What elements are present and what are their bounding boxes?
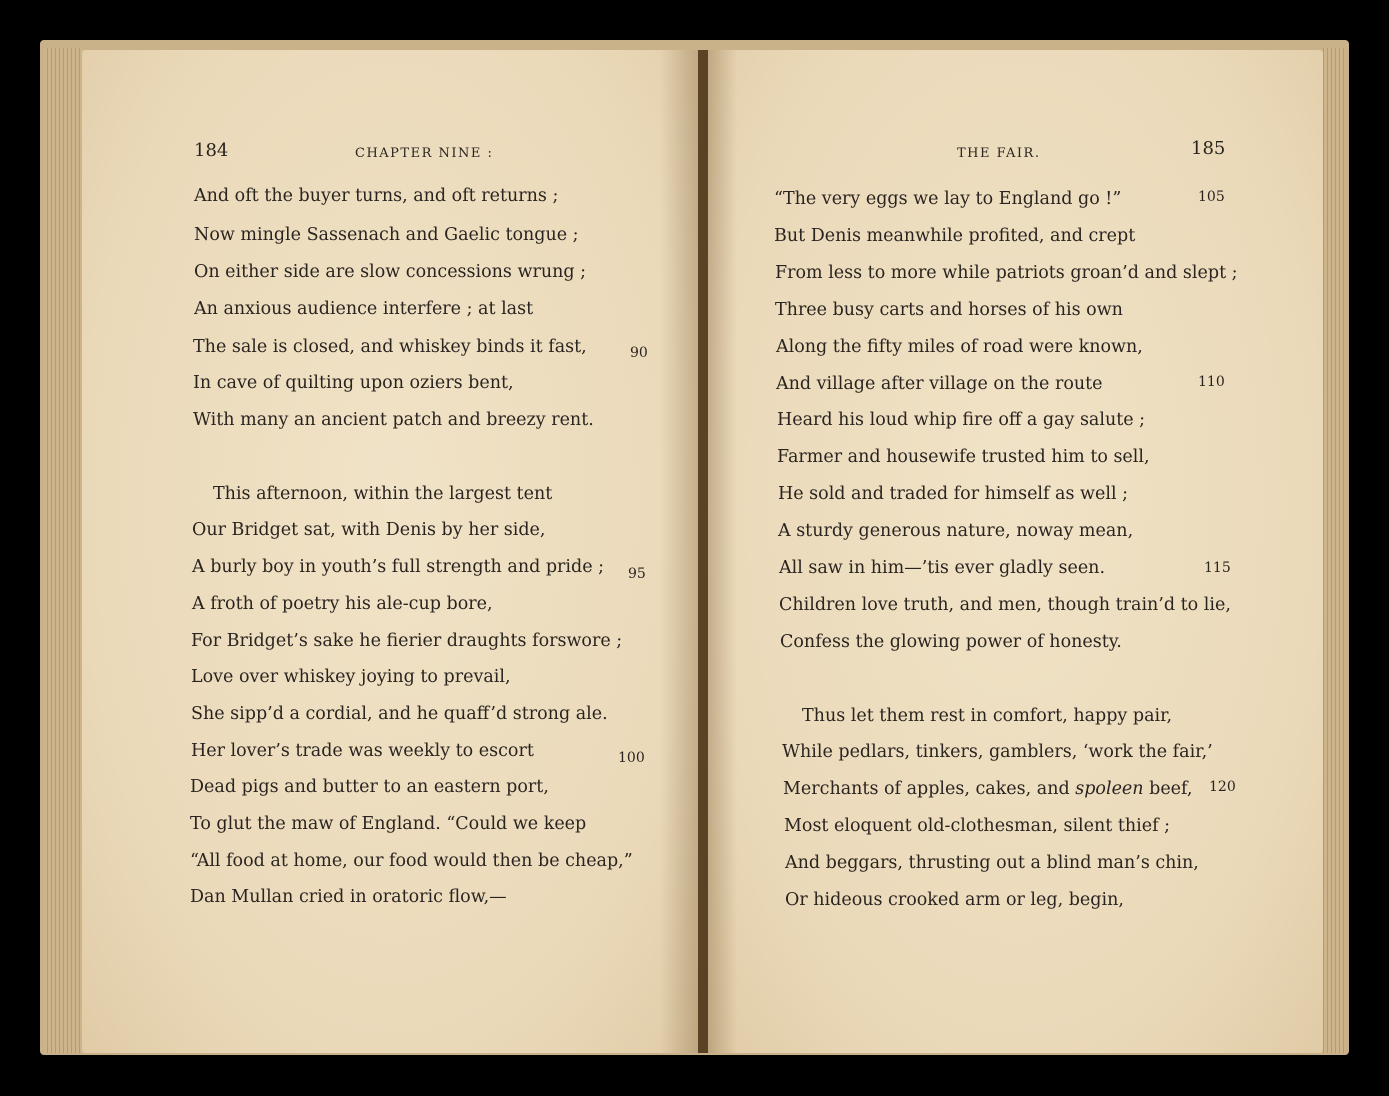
verse-line: And oft the buyer turns, and oft returns ; (194, 186, 559, 206)
verse-line: “The very eggs we lay to England go !” (774, 189, 1122, 209)
verse-line: Her lover’s trade was weekly to escort (191, 741, 534, 761)
book-gutter (698, 50, 708, 1053)
verse-line: Most eloquent old-clothesman, silent thief ; (784, 816, 1171, 836)
right-running-head: THE FAIR. (957, 146, 1041, 161)
verse-line: A sturdy generous nature, noway mean, (778, 521, 1134, 541)
verse-line: Heard his loud whip fire off a gay salute ; (777, 410, 1146, 430)
verse-line: Dead pigs and butter to an eastern port, (190, 777, 549, 797)
verse-line: Children love truth, and men, though train’d to lie, (779, 595, 1231, 615)
verse-line: This afternoon, within the largest tent (213, 484, 553, 504)
verse-line: But Denis meanwhile profited, and crept (774, 226, 1136, 246)
left-page-stack (44, 48, 82, 1053)
verse-line: On either side are slow concessions wrung ; (194, 262, 587, 282)
line-number: 90 (630, 345, 648, 361)
verse-line: Now mingle Sassenach and Gaelic tongue ; (194, 225, 579, 245)
verse-line: For Bridget’s sake he fierier draughts forswore ; (191, 631, 623, 651)
verse-line: Love over whiskey joying to prevail, (191, 667, 511, 687)
verse-line: All saw in him—’tis ever gladly seen. (779, 558, 1106, 578)
italic-word: spoleen (1075, 779, 1144, 799)
right-page-number: 185 (1191, 138, 1226, 159)
verse-line: She sipp’d a cordial, and he quaff’d strong ale. (191, 704, 608, 724)
verse-line: He sold and traded for himself as well ; (778, 484, 1129, 504)
verse-line: An anxious audience interfere ; at last (194, 299, 534, 319)
verse-line: Along the fifty miles of road were known, (776, 337, 1143, 357)
verse-line: To glut the maw of England. “Could we keep (190, 814, 587, 834)
verse-line: Farmer and housewife trusted him to sell, (777, 447, 1150, 467)
verse-line: Or hideous crooked arm or leg, begin, (785, 890, 1124, 910)
verse-text: beef, (1143, 779, 1193, 799)
verse-line: Our Bridget sat, with Denis by her side, (192, 520, 546, 540)
line-number: 115 (1204, 560, 1231, 576)
line-number: 120 (1209, 779, 1236, 795)
line-number: 100 (618, 750, 645, 766)
verse-line: A froth of poetry his ale-cup bore, (192, 594, 493, 614)
line-number: 95 (628, 566, 646, 582)
verse-line: In cave of quilting upon oziers bent, (193, 373, 514, 393)
verse-line: While pedlars, tinkers, gamblers, ‘work the fair,’ (782, 742, 1213, 762)
verse-line: “All food at home, our food would then be cheap,” (190, 851, 633, 871)
verse-line: From less to more while patriots groan’d and slept ; (775, 263, 1238, 283)
verse-text: Merchants of apples, cakes, and (783, 779, 1076, 799)
verse-line: Confess the glowing power of honesty. (780, 632, 1122, 652)
verse-line: Thus let them rest in comfort, happy pair, (802, 706, 1173, 726)
verse-line: A burly boy in youth’s full strength and pride ; (192, 557, 605, 577)
left-page-number: 184 (194, 140, 229, 161)
verse-line: And village after village on the route (776, 374, 1103, 394)
line-number: 110 (1198, 374, 1225, 390)
verse-line: Dan Mullan cried in oratoric flow,— (190, 887, 507, 907)
verse-line: And beggars, thrusting out a blind man’s chin, (785, 853, 1199, 873)
verse-line: The sale is closed, and whiskey binds it fast, (193, 337, 587, 357)
verse-line: Three busy carts and horses of his own (775, 300, 1123, 320)
verse-line: With many an ancient patch and breezy rent. (193, 410, 594, 430)
left-running-head: CHAPTER NINE : (355, 146, 494, 161)
verse-line (783, 779, 1192, 799)
line-number: 105 (1198, 189, 1225, 205)
right-page-stack (1323, 48, 1345, 1053)
